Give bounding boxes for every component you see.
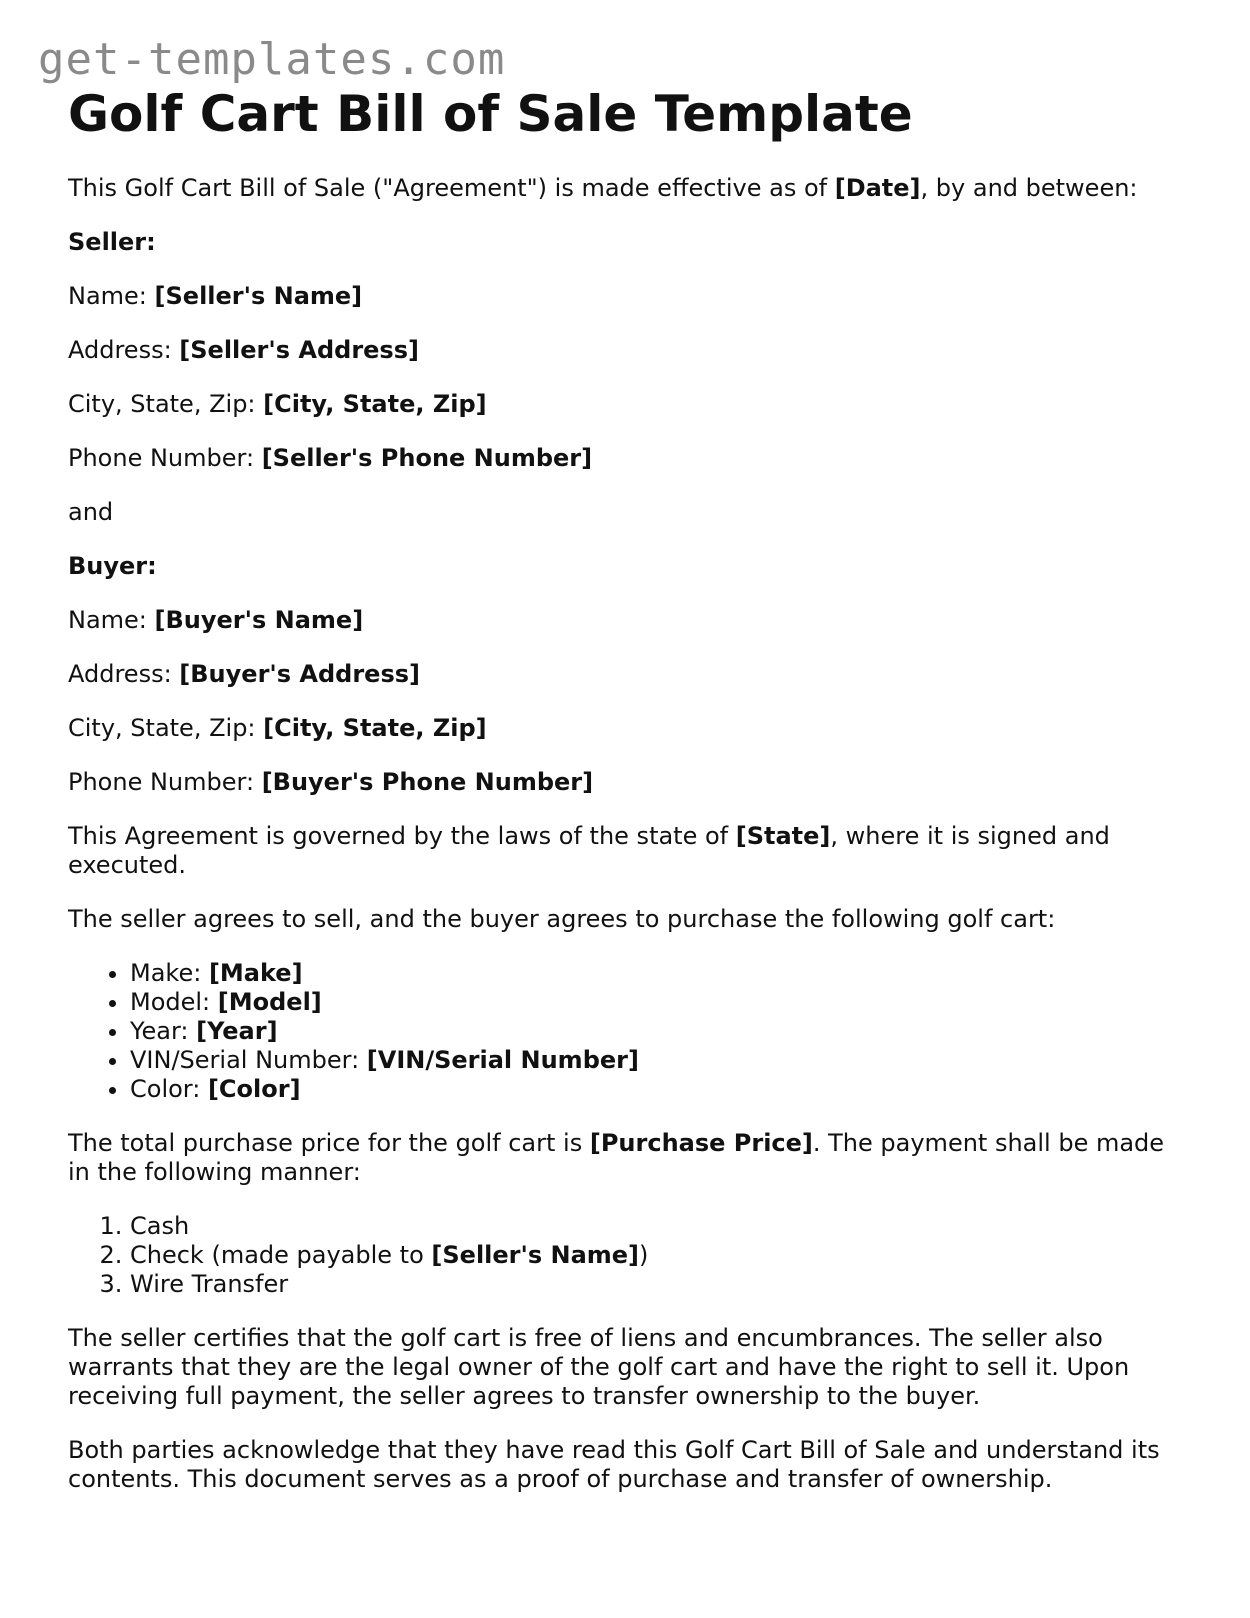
buyer-name-value: [Buyer's Name]	[154, 605, 364, 634]
cart-make-value: [Make]	[208, 958, 303, 987]
cart-year-label: Year:	[130, 1016, 197, 1045]
cart-vin-value: [VIN/Serial Number]	[366, 1045, 639, 1074]
seller-phone-line	[68, 444, 1188, 473]
acknowledgement-paragraph: Both parties acknowledge that they have read this Golf Cart Bill of Sale and understand its contents. This document serves as a proof of purchase and transfer of ownership.	[68, 1435, 1160, 1493]
cart-model-label: Model:	[130, 987, 218, 1016]
buyer-phone-value: [Buyer's Phone Number]	[261, 767, 594, 796]
buyer-name-line	[68, 606, 1188, 635]
buyer-heading	[68, 552, 1188, 581]
state-placeholder: [State]	[735, 821, 831, 850]
cart-color-value: [Color]	[207, 1074, 301, 1103]
seller-address-label: Address:	[68, 335, 180, 364]
buyer-city-line	[68, 714, 1188, 743]
intro-text-start: This Golf Cart Bill of Sale ("Agreement") is made effective as of	[68, 173, 835, 202]
seller-phone-value: [Seller's Phone Number]	[261, 443, 593, 472]
payment-check-text: Check (made payable to	[130, 1240, 432, 1269]
buyer-phone-label: Phone Number:	[68, 767, 262, 796]
seller-city-value: [City, State, Zip]	[263, 389, 487, 418]
cart-color-label: Color:	[130, 1074, 208, 1103]
cart-make-label: Make:	[130, 958, 209, 987]
intro-text-end: , by and between:	[920, 173, 1138, 202]
and-text: and	[68, 497, 114, 526]
intro-paragraph	[68, 174, 1188, 203]
seller-heading	[68, 228, 1188, 257]
seller-phone-label: Phone Number:	[68, 443, 262, 472]
payment-wire: Wire Transfer	[130, 1269, 289, 1298]
buyer-address-value: [Buyer's Address]	[179, 659, 420, 688]
price-placeholder: [Purchase Price]	[589, 1128, 813, 1157]
buyer-heading-text: Buyer:	[68, 551, 157, 580]
payment-cash: Cash	[130, 1211, 190, 1240]
governing-text-start: This Agreement is governed by the laws of the state of	[68, 821, 736, 850]
buyer-address-label: Address:	[68, 659, 180, 688]
list-item	[130, 1241, 1188, 1270]
document-body	[68, 86, 1188, 1519]
list-item	[130, 988, 1188, 1017]
cart-year-value: [Year]	[196, 1016, 278, 1045]
buyer-name-label: Name:	[68, 605, 155, 634]
seller-name-line	[68, 282, 1188, 311]
seller-name-label: Name:	[68, 281, 155, 310]
list-item	[130, 1270, 1188, 1299]
cart-model-value: [Model]	[217, 987, 322, 1016]
price-text-end: . The payment shall be made in the following manner:	[68, 1128, 1165, 1186]
seller-address-line	[68, 336, 1188, 365]
cart-intro-paragraph: The seller agrees to sell, and the buyer agrees to purchase the following golf cart:	[68, 904, 1056, 933]
price-paragraph	[68, 1129, 1188, 1187]
seller-name-value: [Seller's Name]	[154, 281, 363, 310]
certification-paragraph: The seller certifies that the golf cart is free of liens and encumbrances. The seller also warrants that they are the legal owner of the golf cart and have the right to sell it. Upon receiving full payment, the seller agrees to transfer ownership to the buyer.	[68, 1323, 1130, 1410]
price-text-start: The total purchase price for the golf cart is	[68, 1128, 590, 1157]
seller-address-value: [Seller's Address]	[179, 335, 419, 364]
list-item	[130, 1075, 1188, 1104]
buyer-address-line	[68, 660, 1188, 689]
payment-methods-list	[68, 1212, 1188, 1299]
buyer-phone-line	[68, 768, 1188, 797]
list-item	[130, 1017, 1188, 1046]
list-item	[130, 959, 1188, 988]
buyer-city-value: [City, State, Zip]	[263, 713, 487, 742]
list-item	[130, 1212, 1188, 1241]
buyer-city-label: City, State, Zip:	[68, 713, 264, 742]
seller-heading-text: Seller:	[68, 227, 156, 256]
seller-city-label: City, State, Zip:	[68, 389, 264, 418]
seller-city-line	[68, 390, 1188, 419]
date-placeholder: [Date]	[834, 173, 921, 202]
list-item	[130, 1046, 1188, 1075]
page-title: Golf Cart Bill of Sale Template	[68, 85, 913, 143]
cart-details-list	[68, 959, 1188, 1104]
cart-vin-label: VIN/Serial Number:	[130, 1045, 367, 1074]
payment-check-payee: [Seller's Name]	[431, 1240, 640, 1269]
payment-check-close: )	[639, 1240, 649, 1269]
watermark: get-templates.com	[38, 34, 506, 85]
governing-text-end: , where it is signed and executed.	[68, 821, 1110, 879]
governing-law-paragraph	[68, 822, 1188, 880]
